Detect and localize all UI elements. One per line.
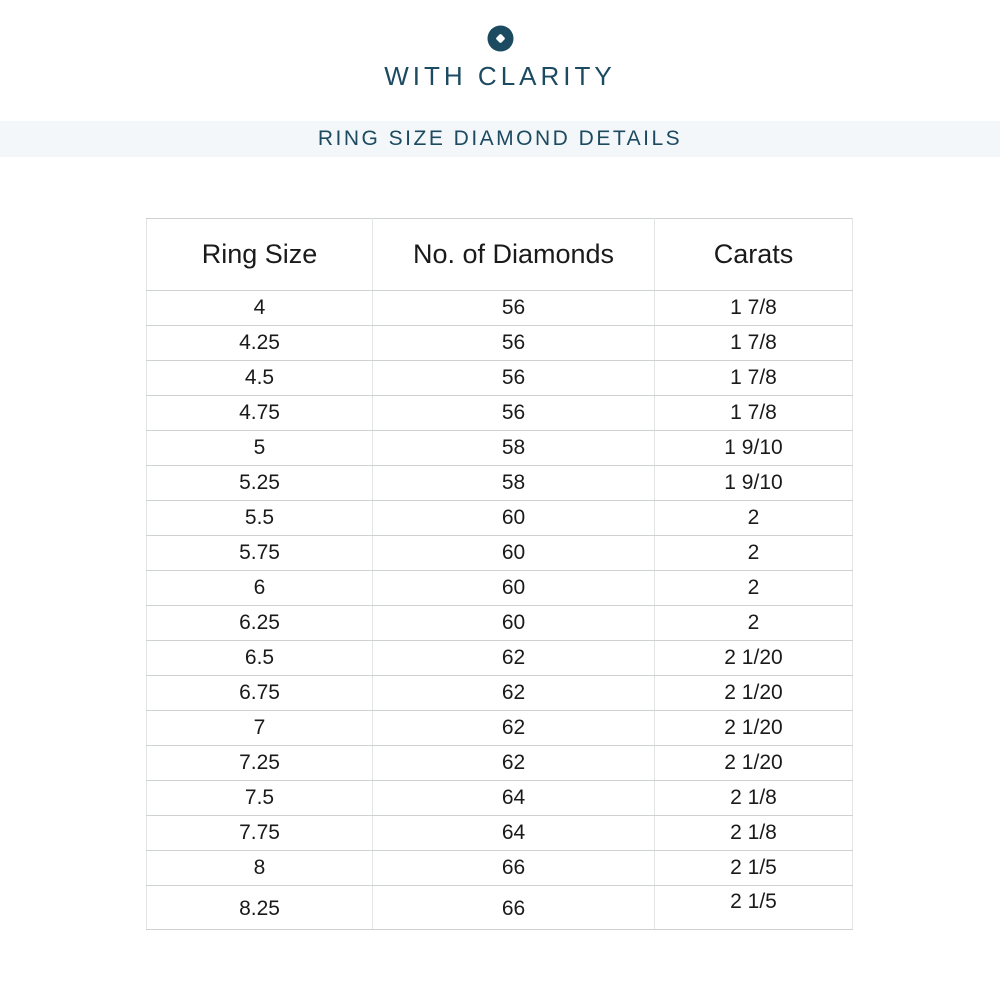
table-row [147, 291, 853, 326]
table-cell: 6.5 [147, 641, 373, 676]
table-row [147, 606, 853, 641]
table-cell: 66 [373, 851, 655, 886]
diamond-in-circle-icon [487, 25, 514, 52]
table-row [147, 536, 853, 571]
table-cell: 1 7/8 [655, 361, 853, 396]
table-cell: 7.5 [147, 781, 373, 816]
column-header-ring-size: Ring Size [147, 219, 373, 291]
table-cell: 2 1/20 [655, 711, 853, 746]
table-row [147, 746, 853, 781]
table-cell: 7.25 [147, 746, 373, 781]
ring-size-table-container [146, 218, 853, 930]
table-cell: 4.25 [147, 326, 373, 361]
table-cell: 4 [147, 291, 373, 326]
banner [0, 121, 1000, 157]
table-row [147, 781, 853, 816]
table-cell: 2 1/20 [655, 641, 853, 676]
table-cell: 58 [373, 431, 655, 466]
table-cell: 64 [373, 816, 655, 851]
table-row [147, 886, 853, 930]
table-cell: 8 [147, 851, 373, 886]
table-row [147, 711, 853, 746]
table-cell: 2 [655, 571, 853, 606]
table-cell: 58 [373, 466, 655, 501]
table-cell: 60 [373, 501, 655, 536]
banner-title: RING SIZE DIAMOND DETAILS [317, 127, 683, 150]
table-row [147, 466, 853, 501]
table-cell: 62 [373, 676, 655, 711]
table-row [147, 501, 853, 536]
table-cell: 6.75 [147, 676, 373, 711]
table-cell: 56 [373, 326, 655, 361]
table-row [147, 326, 853, 361]
table-cell: 2 1/5 [655, 886, 853, 930]
ring-size-table [146, 218, 853, 930]
table-header-row [147, 219, 853, 291]
table-cell: 5 [147, 431, 373, 466]
table-cell: 56 [373, 396, 655, 431]
table-header [147, 219, 853, 291]
column-header-carats: Carats [655, 219, 853, 291]
table-row [147, 816, 853, 851]
table-cell: 62 [373, 641, 655, 676]
table-cell: 2 1/20 [655, 746, 853, 781]
brand-name: WITH CLARITY [384, 61, 616, 91]
table-cell: 4.5 [147, 361, 373, 396]
table-cell: 2 [655, 606, 853, 641]
brand-header [0, 25, 1000, 92]
table-cell: 1 7/8 [655, 326, 853, 361]
table-cell: 56 [373, 361, 655, 396]
table-cell: 2 1/8 [655, 816, 853, 851]
table-cell: 60 [373, 536, 655, 571]
table-cell: 4.75 [147, 396, 373, 431]
table-cell: 60 [373, 606, 655, 641]
table-row [147, 361, 853, 396]
table-row [147, 641, 853, 676]
table-row [147, 851, 853, 886]
table-cell: 2 1/8 [655, 781, 853, 816]
table-cell: 2 [655, 536, 853, 571]
table-cell: 1 7/8 [655, 291, 853, 326]
table-cell: 1 9/10 [655, 431, 853, 466]
table-cell: 5.5 [147, 501, 373, 536]
table-cell: 6.25 [147, 606, 373, 641]
table-body [147, 291, 853, 930]
table-cell: 1 7/8 [655, 396, 853, 431]
table-cell: 7.75 [147, 816, 373, 851]
table-cell: 64 [373, 781, 655, 816]
table-cell: 5.25 [147, 466, 373, 501]
table-cell: 62 [373, 746, 655, 781]
table-cell: 6 [147, 571, 373, 606]
table-row [147, 431, 853, 466]
table-cell: 8.25 [147, 886, 373, 930]
table-row [147, 571, 853, 606]
table-cell: 66 [373, 886, 655, 930]
table-row [147, 676, 853, 711]
table-row [147, 396, 853, 431]
table-cell: 2 1/20 [655, 676, 853, 711]
table-cell: 1 9/10 [655, 466, 853, 501]
column-header-no-of-diamonds: No. of Diamonds [373, 219, 655, 291]
table-cell: 60 [373, 571, 655, 606]
table-cell: 7 [147, 711, 373, 746]
table-cell: 5.75 [147, 536, 373, 571]
table-cell: 2 [655, 501, 853, 536]
table-cell: 62 [373, 711, 655, 746]
table-cell: 56 [373, 291, 655, 326]
table-cell: 2 1/5 [655, 851, 853, 886]
